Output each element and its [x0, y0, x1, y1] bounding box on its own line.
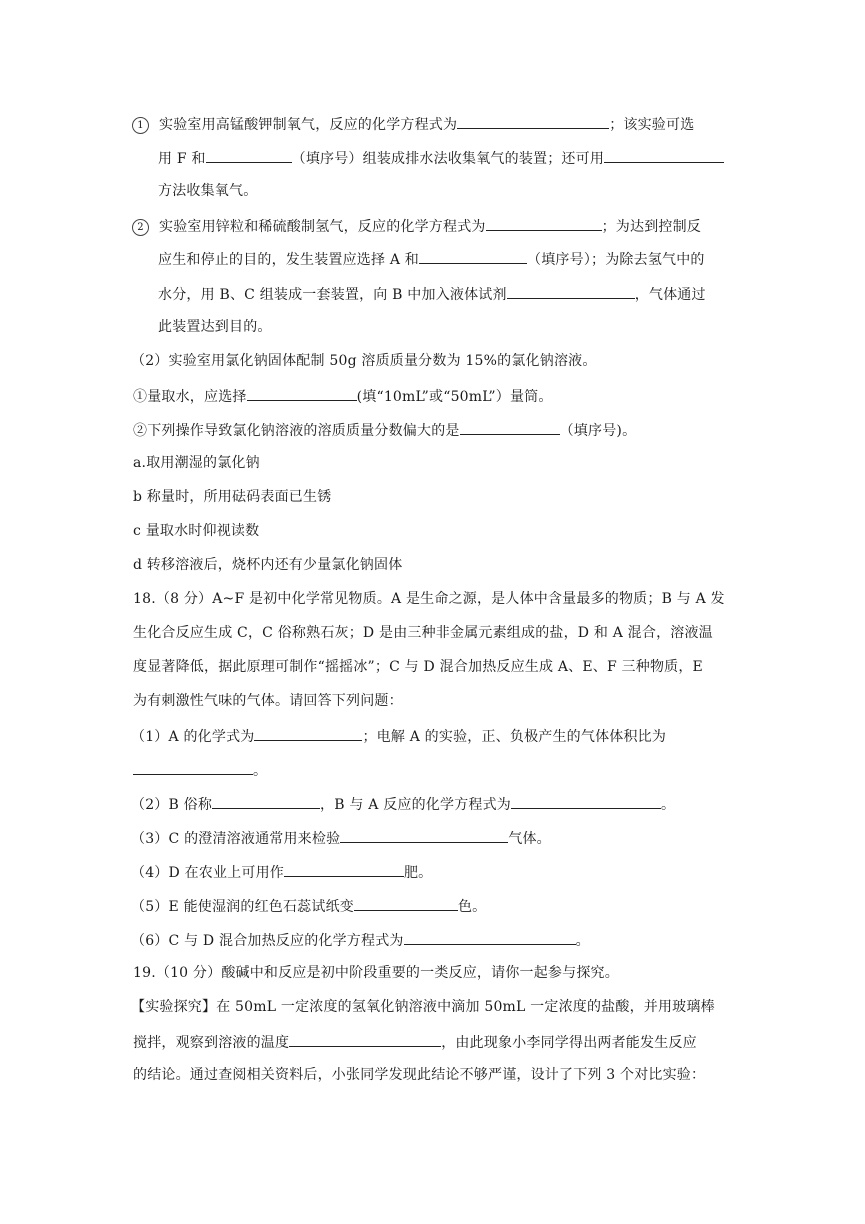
- q19-stem-line1: 19.（10 分）酸碱中和反应是初中阶段重要的一类反应，请你一起参与探究。: [133, 965, 619, 981]
- q18-part4: （4）D 在农业上可用作 肥。: [131, 861, 432, 883]
- q18-part1-line1: （1）A 的化学式为 ；电解 A 的实验，正、负极产生的气体体积比为: [131, 725, 666, 747]
- q17-item1-line1: 1 实验室用高锰酸钾制氧气，反应的化学方程式为 ；该实验可选: [132, 113, 694, 135]
- circled-number-marker: 1: [132, 117, 149, 134]
- q19-stem-line3: 搅拌，观察到溶液的温度 ，由此现象小李同学得出两者能发生反应: [133, 1031, 697, 1053]
- answer-blank[interactable]: [460, 419, 560, 435]
- circled-number-marker: 2: [132, 219, 149, 236]
- answer-blank[interactable]: [284, 861, 404, 877]
- answer-blank[interactable]: [289, 1031, 441, 1047]
- answer-blank[interactable]: [206, 147, 292, 163]
- q18-stem-line1: 18.（8 分）A~F 是初中化学常见物质。A 是生命之源，是人体中含量最多的物质；B 与 A 发: [133, 591, 725, 607]
- answer-blank[interactable]: [511, 793, 661, 809]
- q17-item2-line3: 水分，用 B、C 组装成一套装置，向 B 中加入液体试剂 ，气体通过: [158, 283, 706, 305]
- option-b: b 称量时，所用砝码表面已生锈: [133, 489, 332, 505]
- answer-blank[interactable]: [247, 385, 357, 401]
- answer-blank[interactable]: [340, 827, 508, 843]
- q19-stem-line2: 【实验探究】在 50mL 一定浓度的氢氧化钠溶液中滴加 50mL 一定浓度的盐酸，并用玻璃棒: [131, 999, 715, 1015]
- q18-stem-line3: 度显著降低，据此原理可制作“摇摇冰”；C 与 D 混合加热反应生成 A、E、F 三种物质，E: [133, 659, 703, 675]
- answer-blank[interactable]: [404, 929, 576, 945]
- option-c: c 量取水时仰视读数: [133, 523, 260, 539]
- q18-stem-line4: 为有刺激性气味的气体。请回答下列问题：: [133, 693, 403, 709]
- answer-blank[interactable]: [254, 725, 362, 741]
- q18-part5: （5）E 能使湿润的红色石蕊试纸变 色。: [131, 895, 486, 917]
- q17-item2-line2: 应生和停止的目的，发生装置应选择 A 和 （填序号）；为除去氢气中的: [158, 248, 705, 270]
- q18-stem-line2: 生化合反应生成 C，C 俗称熟石灰；D 是由三种非金属元素组成的盐，D 和 A 混合，溶液温: [133, 625, 713, 641]
- q17-item1-line2: 用 F 和 （填序号）组装成排水法收集氧气的装置；还可用: [158, 147, 724, 169]
- q17-part2-heading: （2）实验室用氯化钠固体配制 50g 溶质质量分数为 15%的氯化钠溶液。: [131, 353, 597, 369]
- answer-blank[interactable]: [133, 759, 253, 775]
- option-d: d 转移溶液后，烧杯内还有少量氯化钠固体: [133, 557, 403, 573]
- answer-blank[interactable]: [354, 895, 458, 911]
- q18-part3: （3）C 的澄清溶液通常用来检验 气体。: [131, 827, 551, 849]
- answer-blank[interactable]: [212, 793, 320, 809]
- q17-item1-line3: 方法收集氧气。: [158, 183, 258, 199]
- answer-blank[interactable]: [457, 113, 609, 129]
- option-a: a.取用潮湿的氯化钠: [133, 455, 260, 471]
- q17-item2-line1: 2 实验室用锌粒和稀硫酸制氢气，反应的化学方程式为 ；为达到控制反: [132, 215, 701, 237]
- answer-blank[interactable]: [507, 283, 635, 299]
- q17-sub2: ②下列操作导致氯化钠溶液的溶质质量分数偏大的是 （填序号)。: [133, 419, 636, 441]
- q17-sub1: ①量取水，应选择 (填“10mL”或“50mL”）量筒。: [133, 385, 553, 407]
- q18-part2: （2）B 俗称 ，B 与 A 反应的化学方程式为 。: [131, 793, 675, 815]
- q18-part6: （6）C 与 D 混合加热反应的化学方程式为 。: [131, 929, 590, 951]
- q17-item2-line4: 此装置达到目的。: [158, 319, 272, 335]
- answer-blank[interactable]: [486, 215, 602, 231]
- answer-blank[interactable]: [419, 248, 527, 264]
- q18-part1-line2: 。: [133, 759, 267, 781]
- answer-blank[interactable]: [604, 147, 724, 163]
- q19-stem-line4: 的结论。通过查阅相关资料后，小张同学发现此结论不够严谨，设计了下列 3 个对比实验：: [133, 1067, 706, 1083]
